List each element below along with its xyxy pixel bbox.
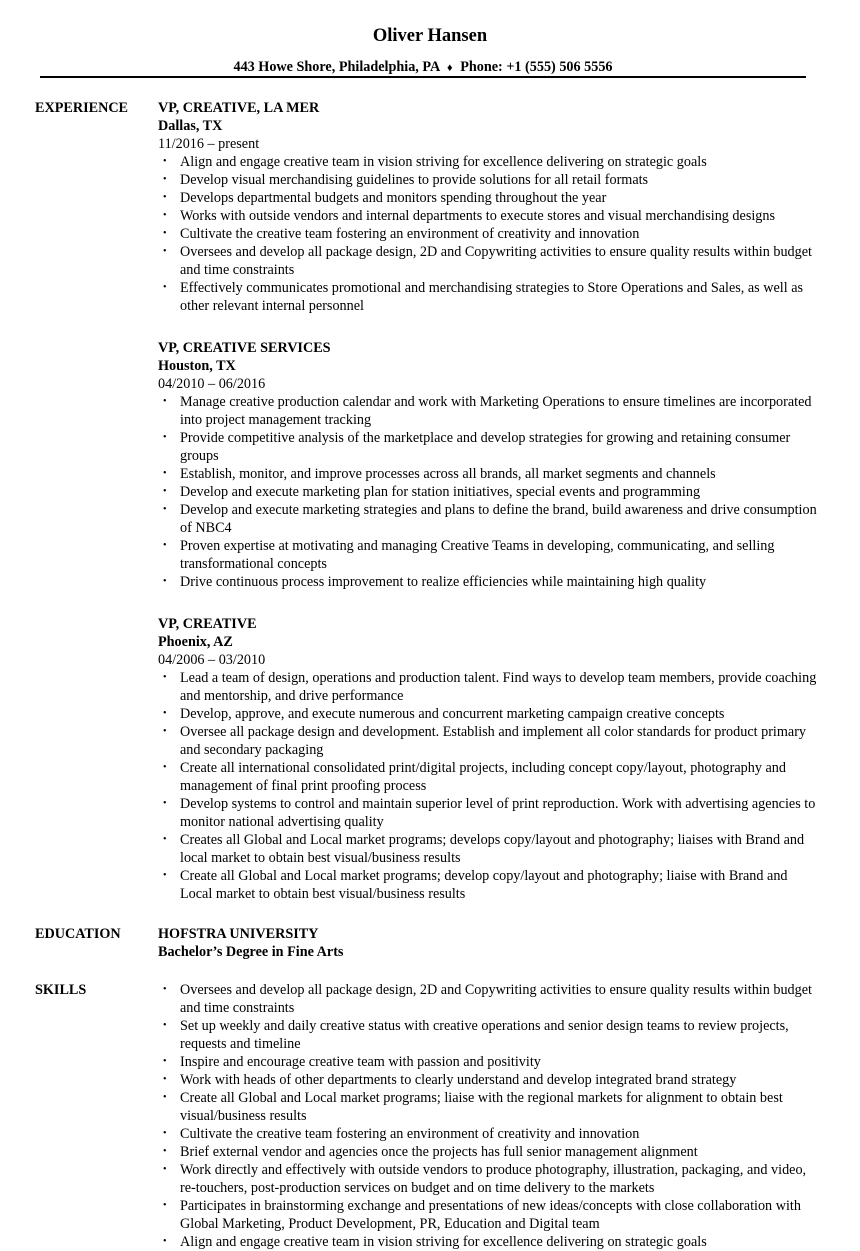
bullet-icon: •	[163, 396, 167, 407]
job-dates: 04/2006 – 03/2010	[158, 652, 266, 668]
job-location: Dallas, TX	[158, 118, 223, 134]
bullet-text: Work directly and effectively with outside vendors to produce photography, illustration, packaging, and video, re-touchers, post-production services on budget and on time delivery to the markets	[180, 1162, 807, 1196]
bullet-item	[158, 1161, 818, 1197]
bullet-item	[158, 465, 818, 483]
bullet-item	[158, 225, 818, 243]
bullet-icon: •	[163, 1056, 167, 1067]
bullet-text: Creates all Global and Local market programs; develops copy/layout and photography; liaises with Brand and local market to obtain best visual/business results	[180, 832, 805, 866]
bullet-item	[158, 867, 818, 903]
bullet-text: Develop systems to control and maintain superior level of print reproduction. Work with advertising agencies to monitor national advertising quality	[180, 796, 816, 830]
bullet-item	[158, 723, 818, 759]
bullet-text: Oversees and develop all package design, 2D and Copywriting activities to ensure quality results within budget and time constraints	[180, 982, 812, 1016]
bullet-icon: •	[163, 1020, 167, 1031]
bullet-item	[158, 759, 818, 795]
bullet-icon: •	[163, 468, 167, 479]
candidate-name: Oliver Hansen	[372, 26, 488, 46]
job-location: Phoenix, AZ	[158, 634, 233, 650]
bullet-text: Create all international consolidated print/digital projects, including concept copy/layout, photography and management of final print proofing process	[180, 760, 786, 794]
bullet-text: Develop and execute marketing strategies and plans to define the brand, build awareness and drive consumption of NBC4	[180, 502, 817, 536]
bullet-item	[158, 393, 818, 429]
bullet-item	[158, 795, 818, 831]
bullet-text: Develop, approve, and execute numerous and concurrent marketing campaign creative concepts	[180, 706, 725, 722]
job-location: Houston, TX	[158, 358, 236, 374]
bullet-text: Manage creative production calendar and work with Marketing Operations to ensure timelines are incorporated into project management tracking	[180, 394, 812, 428]
bullet-icon: •	[163, 984, 167, 995]
header-divider	[40, 76, 806, 78]
job-title: VP, CREATIVE, LA MER	[158, 100, 320, 116]
bullet-icon: •	[163, 246, 167, 257]
contact-line	[0, 58, 846, 77]
bullet-text: Develop and execute marketing plan for station initiatives, special events and programming	[180, 484, 701, 500]
bullet-item	[158, 279, 818, 315]
job-bullets	[158, 153, 818, 315]
bullet-item	[158, 1143, 818, 1161]
bullet-icon: •	[163, 1164, 167, 1175]
bullet-icon: •	[163, 870, 167, 881]
bullet-text: Cultivate the creative team fostering an environment of creativity and innovation	[180, 1126, 640, 1142]
job-dates: 11/2016 – present	[158, 136, 260, 152]
bullet-text: Work with heads of other departments to clearly understand and develop integrated brand strategy	[180, 1072, 737, 1088]
job-title: VP, CREATIVE SERVICES	[158, 340, 331, 356]
job-bullets	[158, 669, 818, 903]
bullet-text: Drive continuous process improvement to realize efficiencies while maintaining high quality	[180, 574, 707, 590]
bullet-item	[158, 501, 818, 537]
bullet-icon: •	[163, 798, 167, 809]
section-label-experience: EXPERIENCE	[35, 100, 129, 116]
bullet-text: Effectively communicates promotional and merchandising strategies to Store Operations and Sales, as well as other relevant internal personnel	[180, 280, 804, 314]
bullet-icon: •	[163, 1146, 167, 1157]
bullet-text: Works with outside vendors and internal departments to execute stores and visual merchandising designs	[180, 208, 775, 224]
degree: Bachelor’s Degree in Fine Arts	[158, 944, 344, 960]
bullet-item	[158, 429, 818, 465]
skills-bullets	[158, 981, 818, 1251]
bullet-text: Oversee all package design and development. Establish and implement all color standards for product primary and secondary packaging	[180, 724, 807, 758]
bullet-icon: •	[163, 174, 167, 185]
section-label-education: EDUCATION	[35, 926, 121, 942]
phone: Phone: +1 (555) 506 5556	[460, 59, 613, 75]
job-bullets	[158, 393, 818, 591]
bullet-icon: •	[163, 1200, 167, 1211]
bullet-icon: •	[163, 708, 167, 719]
bullet-text: Set up weekly and daily creative status with creative operations and senior design teams to review projects, requests and timeline	[180, 1018, 789, 1052]
bullet-item	[158, 981, 818, 1017]
job-entry	[158, 99, 818, 315]
bullet-text: Create all Global and Local market programs; develop copy/layout and photography; liaise with Brand and Local market to obtain best visual/business results	[180, 868, 788, 902]
bullet-icon: •	[163, 1128, 167, 1139]
bullet-text: Develop visual merchandising guidelines to provide solutions for all retail formats	[180, 172, 649, 188]
bullet-item	[158, 669, 818, 705]
skills-body	[158, 981, 818, 1251]
bullet-item	[158, 831, 818, 867]
bullet-icon: •	[163, 1092, 167, 1103]
bullet-icon: •	[163, 762, 167, 773]
bullet-text: Proven expertise at motivating and managing Creative Teams in developing, communicating, and selling transformational concepts	[180, 538, 775, 572]
bullet-item	[158, 1071, 818, 1089]
bullet-text: Create all Global and Local market programs; liaise with the regional markets for alignment to obtain best visual/business results	[180, 1090, 783, 1124]
school-name: HOFSTRA UNIVERSITY	[158, 926, 319, 942]
bullet-text: Align and engage creative team in vision striving for excellence delivering on strategic goals	[180, 1234, 707, 1250]
bullet-item	[158, 1089, 818, 1125]
bullet-item	[158, 1053, 818, 1071]
bullet-item	[158, 189, 818, 207]
bullet-icon: •	[163, 210, 167, 221]
bullet-icon: •	[163, 486, 167, 497]
bullet-icon: •	[163, 540, 167, 551]
bullet-text: Brief external vendor and agencies once the projects has full senior management alignment	[180, 1144, 698, 1160]
bullet-icon: •	[163, 282, 167, 293]
job-title: VP, CREATIVE	[158, 616, 257, 632]
bullet-item	[158, 207, 818, 225]
bullet-text: Develops departmental budgets and monitors spending throughout the year	[180, 190, 607, 206]
bullet-icon: •	[163, 576, 167, 587]
bullet-item	[158, 1017, 818, 1053]
bullet-item	[158, 537, 818, 573]
bullet-item	[158, 1125, 818, 1143]
bullet-item	[158, 171, 818, 189]
bullet-item	[158, 573, 818, 591]
section-label-skills: SKILLS	[35, 982, 87, 998]
bullet-item	[158, 483, 818, 501]
experience-body	[158, 99, 818, 927]
bullet-icon: •	[163, 504, 167, 515]
bullet-icon: •	[163, 726, 167, 737]
address: 443 Howe Shore, Philadelphia, PA	[233, 59, 440, 75]
bullet-icon: •	[163, 672, 167, 683]
job-entry	[158, 615, 818, 903]
bullet-icon: •	[163, 192, 167, 203]
bullet-item	[158, 1233, 818, 1251]
bullet-text: Provide competitive analysis of the marketplace and develop strategies for growing and retaining consumer groups	[180, 430, 791, 464]
bullet-text: Establish, monitor, and improve processes across all brands, all market segments and channels	[180, 466, 716, 482]
bullet-text: Inspire and encourage creative team with passion and positivity	[180, 1054, 541, 1070]
bullet-text: Cultivate the creative team fostering an environment of creativity and innovation	[180, 226, 640, 242]
bullet-text: Lead a team of design, operations and production talent. Find ways to develop team members, provide coaching and mentorship, and drive performance	[180, 670, 817, 704]
bullet-icon: •	[163, 1236, 167, 1247]
bullet-icon: •	[163, 228, 167, 239]
bullet-item	[158, 705, 818, 723]
bullet-item	[158, 243, 818, 279]
bullet-text: Oversees and develop all package design, 2D and Copywriting activities to ensure quality results within budget and time constraints	[180, 244, 812, 278]
bullet-icon: •	[163, 834, 167, 845]
bullet-icon: •	[163, 156, 167, 167]
bullet-item	[158, 1197, 818, 1233]
bullet-icon: •	[163, 1074, 167, 1085]
bullet-icon: •	[163, 432, 167, 443]
job-dates: 04/2010 – 06/2016	[158, 376, 266, 392]
bullet-item	[158, 153, 818, 171]
bullet-text: Align and engage creative team in vision striving for excellence delivering on strategic goals	[180, 154, 707, 170]
job-entry	[158, 339, 818, 591]
diamond-separator-icon: ♦	[447, 62, 453, 74]
education-body	[158, 925, 818, 961]
bullet-text: Participates in brainstorming exchange and presentations of new ideas/concepts with close collaboration with Global Marketing, Product Development, PR, Education and Digital team	[180, 1198, 801, 1232]
